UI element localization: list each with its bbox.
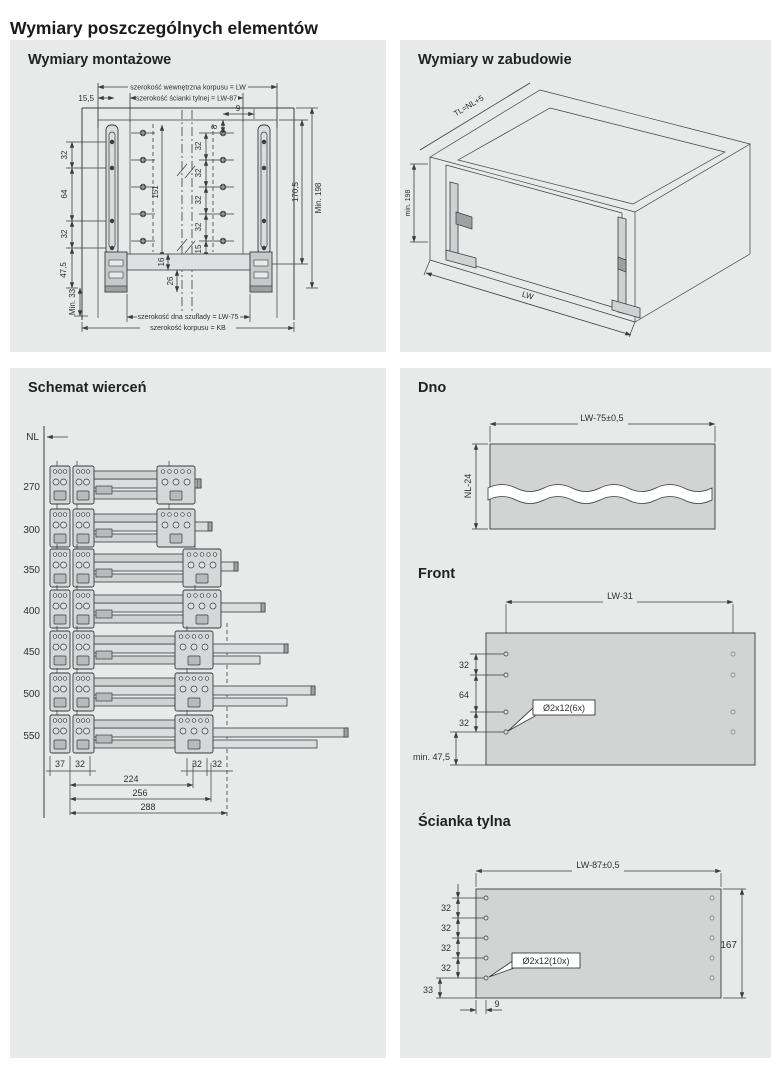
front-panel-drawing (400, 590, 771, 788)
svg-text:8: 8 (210, 124, 219, 130)
bottom-panel-drawing (400, 414, 771, 544)
svg-text:TL=NL+5: TL=NL+5 (452, 93, 486, 119)
svg-text:32: 32 (191, 759, 203, 769)
panel-cabinet-dimensions (400, 40, 771, 352)
svg-text:550: 550 (23, 731, 40, 742)
dim-min-198 (296, 108, 323, 288)
section-title-front: Front (418, 566, 456, 582)
runner-row-500 (23, 668, 315, 711)
runner-row-550 (23, 710, 348, 753)
svg-text:270: 270 (23, 482, 40, 493)
svg-text:min. 47,5: min. 47,5 (412, 752, 450, 762)
panel-title-mounting: Wymiary montażowe (28, 52, 172, 68)
svg-text:224: 224 (123, 774, 139, 784)
svg-text:szerokość ścianki tylnej = LW-: szerokość ścianki tylnej = LW-87 (135, 95, 238, 103)
section-title-bottom: Dno (418, 380, 447, 396)
cabinet-3d-drawing (400, 82, 771, 350)
svg-text:LW-87±0,5: LW-87±0,5 (576, 860, 620, 870)
drawer-bottom-section (105, 252, 272, 292)
section-title-back: Ścianka tylna (418, 814, 511, 830)
hole-bars-right (199, 133, 234, 241)
svg-text:LW-75±0,5: LW-75±0,5 (580, 413, 624, 423)
svg-text:NL: NL (26, 432, 39, 443)
back-left-dims (423, 884, 484, 998)
svg-text:151: 151 (151, 185, 160, 199)
runner-row-300 (23, 504, 212, 547)
svg-text:32: 32 (74, 759, 86, 769)
dim-lw (98, 83, 277, 129)
svg-text:9: 9 (494, 999, 500, 1009)
svg-text:33: 33 (422, 985, 433, 995)
panel-element-dimensions (400, 368, 771, 1058)
dim-170-5 (272, 120, 308, 264)
dim-tl (420, 83, 530, 150)
svg-text:min. 198: min. 198 (405, 189, 412, 217)
svg-text:350: 350 (23, 565, 40, 576)
left-rail (106, 125, 118, 255)
runner-row-350 (23, 544, 238, 587)
dim-lw75 (127, 294, 250, 322)
drawer-runners (446, 182, 640, 318)
back-panel-holes (131, 130, 234, 244)
svg-text:32: 32 (60, 229, 69, 239)
dim-26 (166, 270, 177, 292)
svg-text:15,5: 15,5 (78, 94, 94, 103)
svg-text:32: 32 (440, 903, 451, 913)
svg-text:32: 32 (194, 141, 203, 151)
mounting-dimensions-drawing (10, 80, 386, 332)
svg-text:9: 9 (235, 104, 241, 113)
svg-text:47,5: 47,5 (59, 262, 68, 278)
svg-text:32: 32 (440, 963, 451, 973)
dim-lw (424, 260, 635, 337)
svg-text:Min. 33: Min. 33 (68, 288, 77, 316)
svg-text:szerokość wewnętrzna korpusu =: szerokość wewnętrzna korpusu = LW (130, 84, 246, 92)
svg-text:37: 37 (54, 759, 66, 769)
panel-title-cabinet: Wymiary w zabudowie (418, 52, 572, 68)
svg-text:32: 32 (194, 168, 203, 178)
svg-text:400: 400 (23, 606, 40, 617)
svg-text:Min. 198: Min. 198 (314, 182, 323, 214)
page-title: Wymiary poszczególnych elementów (10, 17, 318, 38)
svg-text:26: 26 (166, 276, 175, 286)
right-rail (258, 125, 270, 255)
runner-row-450 (23, 626, 288, 669)
svg-text:64: 64 (458, 690, 469, 700)
svg-text:256: 256 (132, 788, 148, 798)
svg-text:32: 32 (440, 943, 451, 953)
dim-back-9 (460, 999, 502, 1014)
svg-text:167: 167 (720, 940, 737, 951)
drilling-diagram-drawing (10, 418, 386, 828)
dim-dno-width (490, 413, 715, 442)
dim-min198 (405, 164, 428, 242)
dim-dno-height (463, 444, 488, 529)
dim-15-5 (78, 94, 114, 103)
runner-row-400 (23, 585, 265, 628)
back-panel-plate (476, 889, 721, 998)
svg-text:450: 450 (23, 647, 40, 658)
panel-title-drilling: Schemat wierceń (28, 380, 147, 396)
svg-text:32: 32 (211, 759, 223, 769)
front-panel-plate (486, 633, 755, 765)
svg-text:16: 16 (157, 257, 166, 267)
svg-text:288: 288 (140, 802, 156, 812)
back-panel-drawing (400, 856, 771, 1036)
svg-text:NL-24: NL-24 (463, 473, 473, 499)
svg-text:32: 32 (458, 718, 469, 728)
dim-kb (82, 322, 294, 332)
svg-text:Ø2x12(6x): Ø2x12(6x) (542, 703, 586, 713)
panel-mounting-dimensions (10, 40, 386, 352)
drilling-dims (46, 756, 233, 815)
svg-text:32: 32 (440, 923, 451, 933)
svg-text:300: 300 (23, 525, 40, 536)
svg-text:15: 15 (194, 244, 203, 254)
svg-text:szerokość dna szuflady = LW-75: szerokość dna szuflady = LW-75 (137, 314, 239, 321)
svg-text:64: 64 (60, 189, 69, 199)
svg-text:32: 32 (458, 660, 469, 670)
svg-text:32: 32 (60, 150, 69, 160)
svg-text:Ø2x12(10x): Ø2x12(10x) (522, 956, 570, 966)
dim-back-height (720, 889, 746, 998)
panel-drilling-diagram (10, 368, 386, 1058)
svg-text:szerokość korpusu = KB: szerokość korpusu = KB (150, 325, 226, 332)
cabinet-wireframe (430, 90, 750, 322)
svg-text:170,5: 170,5 (291, 181, 300, 203)
svg-text:32: 32 (194, 222, 203, 232)
svg-text:LW: LW (520, 289, 535, 302)
dim-back-width (476, 860, 721, 887)
centerline (177, 110, 195, 320)
svg-text:32: 32 (194, 195, 203, 205)
svg-text:LW-31: LW-31 (607, 591, 633, 601)
right-dim-chain (194, 104, 254, 258)
svg-text:500: 500 (23, 689, 40, 700)
runner-row-270 (23, 461, 201, 504)
